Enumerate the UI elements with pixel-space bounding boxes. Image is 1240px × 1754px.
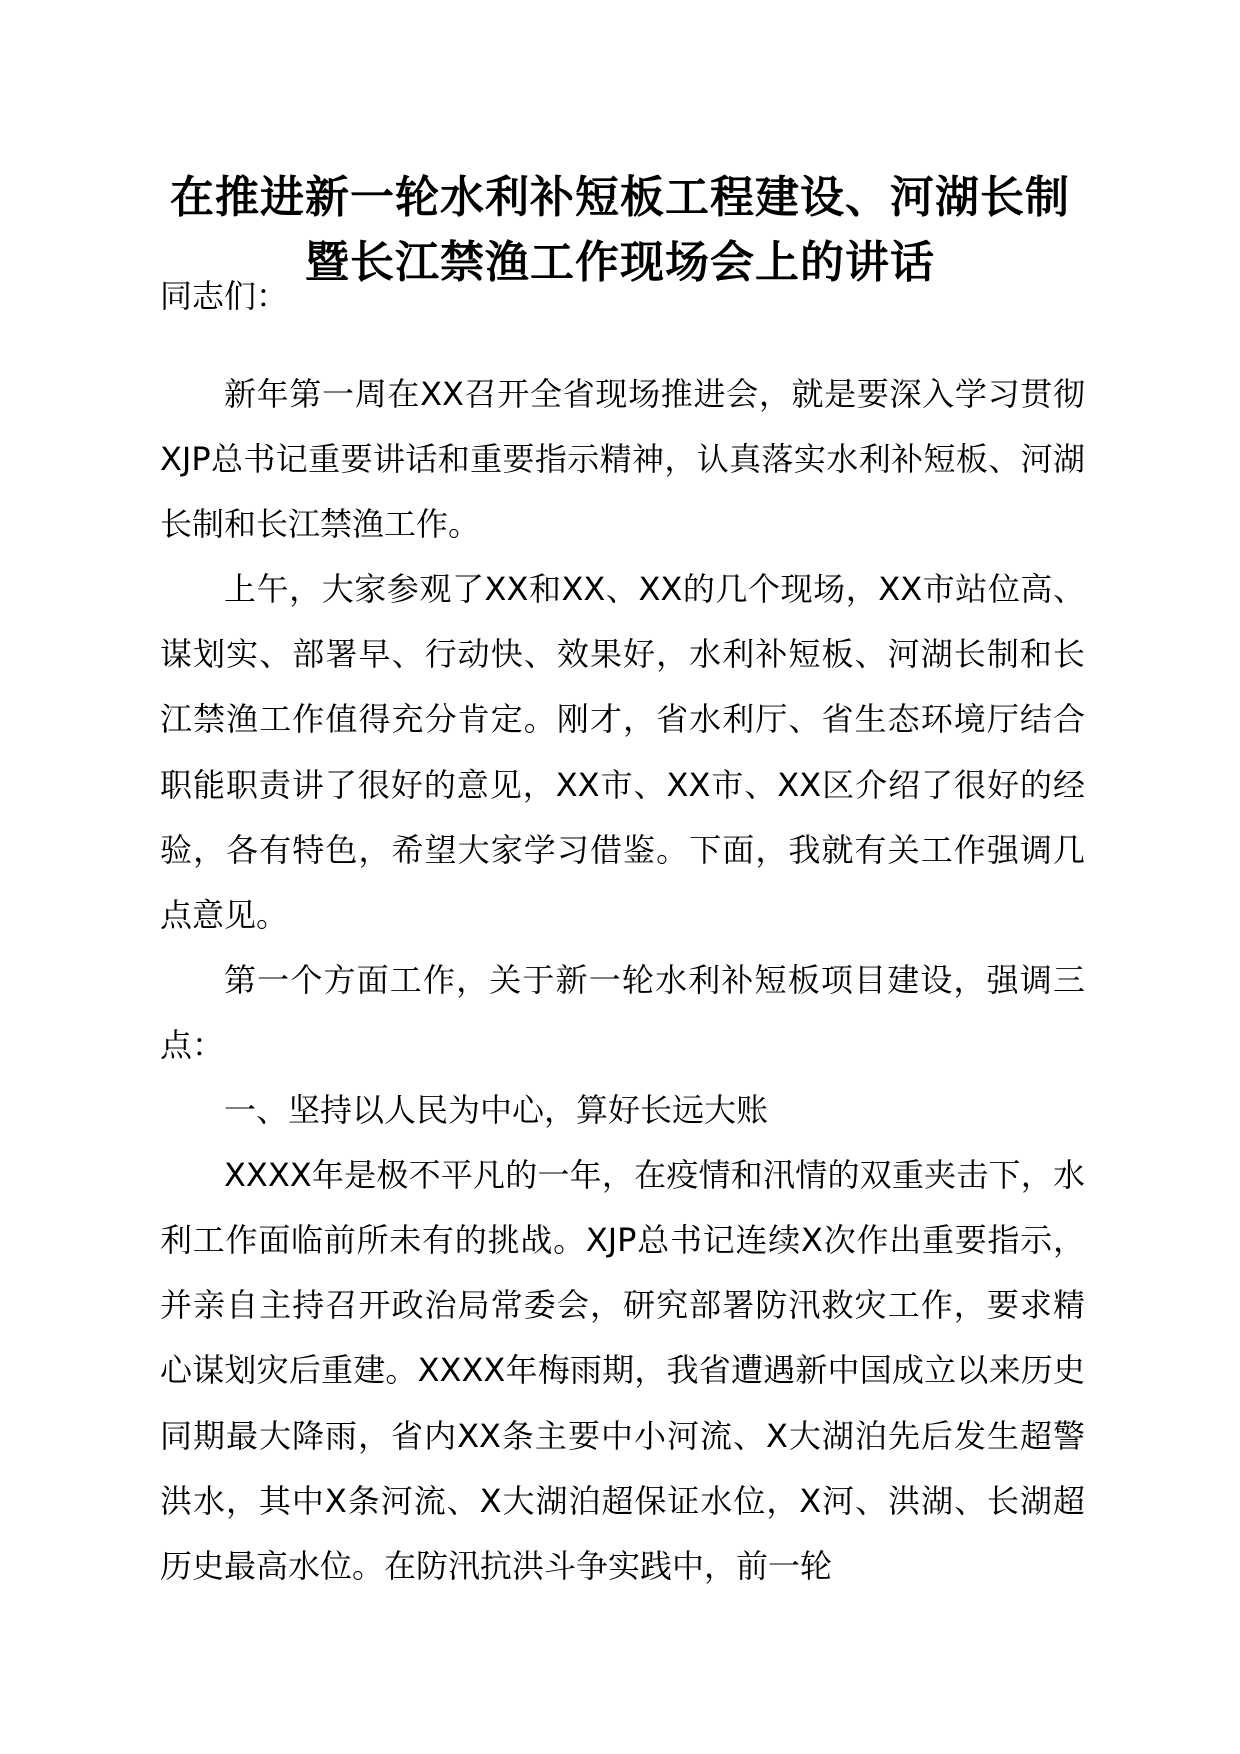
paragraph: 新年第一周在XX召开全省现场推进会，就是要深入学习贯彻XJP总书记重要讲话和重要指示精神，认真落实水利补短板、河湖长制和长江禁渔工作。 bbox=[160, 375, 1085, 544]
document-body bbox=[160, 362, 1085, 1599]
section-heading: 一、坚持以人民为中心，算好长远大账 bbox=[224, 1091, 769, 1130]
document-title-line-2: 暨长江禁渔工作现场会上的讲话 bbox=[305, 237, 935, 288]
paragraph: XXXX年是极不平凡的一年，在疫情和汛情的双重夹击下，水利工作面临前所未有的挑战。XJP总书记连续X次作出重要指示，并亲自主持召开政治局常委会，研究部署防汛救灾工作，要求精心谋划灾后重建。XXXX年梅雨期，我省遭遇新中国成立以来历史同期最大降雨，省内XX条主要中小河流、X大湖泊先后发生超警洪水，其中X条河流、X大湖泊超保证水位，X河、洪湖、长湖超历史最高水位。在防汛抗洪斗争实践中，前一轮 bbox=[160, 1156, 1085, 1585]
paragraph: 上午，大家参观了XX和XX、XX的几个现场，XX市站位高、谋划实、部署早、行动快、效果好，水利补短板、河湖长制和长江禁渔工作值得充分肯定。刚才，省水利厅、省生态环境厅结合职能职责讲了很好的意见，XX市、XX市、XX区介绍了很好的经验，各有特色，希望大家学习借鉴。下面，我就有关工作强调几点意见。 bbox=[160, 570, 1085, 934]
salutation: 同志们： bbox=[160, 277, 289, 315]
paragraph: 第一个方面工作，关于新一轮水利补短板项目建设，强调三点： bbox=[160, 960, 1085, 1064]
document-title-line-1: 在推进新一轮水利补短板工程建设、河湖长制 bbox=[170, 172, 1070, 223]
